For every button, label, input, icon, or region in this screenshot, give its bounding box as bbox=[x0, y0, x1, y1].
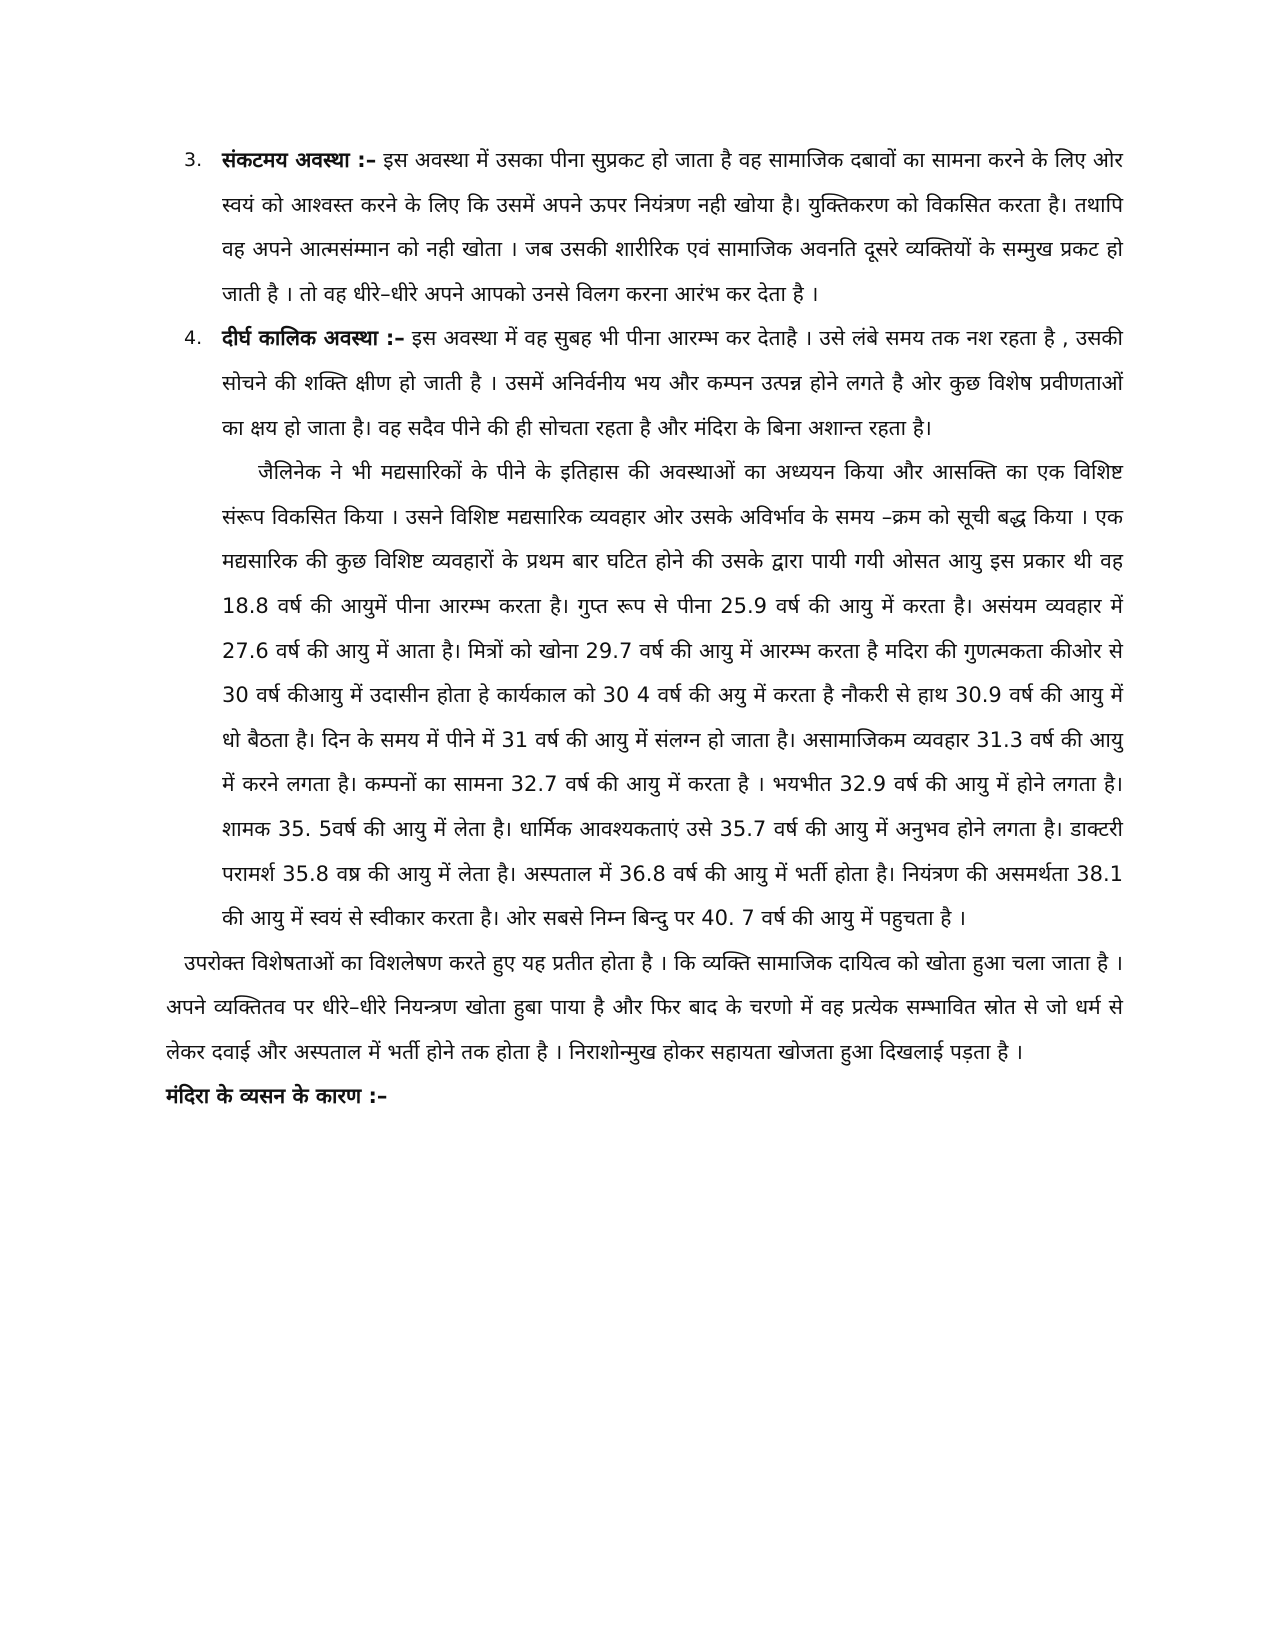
list-item-text: इस अवस्था में वह सुबह भी पीना आरम्भ कर देताहै । उसे लंबे समय तक नश रहता है , उसकी सोचने की शक्ति क्षीण हो जाती है । उसमें अनिर्वनीय भय और कम्पन उत्पन्न होने लगते है ओर कुछ विशेष प्रवीणताओं का क्षय हो जाता है। वह सदैव पीने की ही सोचता रहता है और मंदिरा के बिना अशान्त रहता है। bbox=[222, 326, 1123, 440]
list-item-title: संकटमय अवस्था :– bbox=[222, 148, 377, 172]
body-paragraph: जैलिनेक ने भी मद्यसारिकों के पीने के इतिहास की अवस्थाओं का अध्ययन किया और आसक्ति का एक विशिष्ट संरूप विकसित किया । उसने विशिष्ट मद्यसारिक व्यवहार ओर उसके अविर्भाव के समय –क्रम को सूची बद्ध किया । एक मद्यसारिक की कुछ विशिष्ट व्यवहारों के प्रथम बार घटित होने की उसके द्वारा पायी गयी ओसत आयु इस प्रकार थी वह 18.8 वर्ष की आयुमें पीना आरम्भ करता है। गुप्त रूप से पीना 25.9 वर्ष की आयु में करता है। असंयम व्यवहार में 27.6 वर्ष की आयु में आता है। मित्रों को खोना 29.7 वर्ष की आयु में आरम्भ करता है मदिरा की गुणत्मकता कीओर से 30 वर्ष कीआयु में उदासीन होता हे कार्यकाल को 30 4 वर्ष की अयु में करता है नौकरी से हाथ 30.9 वर्ष की आयु में धो बैठता है। दिन के समय में पीने में 31 वर्ष की आयु में संलग्न हो जाता है। असामाजिकम व्यवहार 31.3 वर्ष की आयु में करने लगता है। कम्पनों का सामना 32.7 वर्ष की आयु में करता है । भयभीत 32.9 वर्ष की आयु में होने लगता है। शामक 35. 5वर्ष की आयु में लेता है। धार्मिक आवश्यकताएं उसे 35.7 वर्ष की आयु में अनुभव होने लगता है। डाक्टरी परामर्श 35.8 वष्र की आयु में लेता है। अस्पताल में 36.8 वर्ष की आयु में भर्ती होता है। नियंत्रण की असमर्थता 38.1 की आयु में स्वयं से स्वीकार करता है। ओर सबसे निम्न बिन्दु पर 40. 7 वर्ष की आयु में पहुचता है । bbox=[222, 460, 1123, 931]
list-item-3 bbox=[166, 138, 1123, 316]
list-number: 4. bbox=[184, 327, 203, 350]
list-item-4 bbox=[166, 316, 1123, 450]
list-item-title: दीर्घ कालिक अवस्था :– bbox=[222, 326, 405, 351]
section-heading: मंदिरा के व्यसन के कारण :– bbox=[166, 1084, 388, 1109]
list-number: 3. bbox=[184, 149, 203, 171]
list-item-text: इस अवस्था में उसका पीना सुप्रकट हो जाता है वह सामाजिक दबावों का सामना करने के लिए ओर स्वयं को आश्वस्त करने के लिए कि उसमें अपने ऊपर नियंत्रण नही खोया है। युक्तिकरण को विकसित करता है। तथापि वह अपने आत्मसंम्मान को नही खोता । जब उसकी शारीरिक एवं सामाजिक अवनति दूसरे व्यक्तियों के सम्मुख प्रकट हो जाती है । तो वह धीरे–धीरे अपने आपको उनसे विलग करना आरंभ कर देता है । bbox=[222, 148, 1123, 306]
page-content bbox=[166, 138, 1123, 1119]
summary-paragraph: उपरोक्त विशेषताओं का विशलेषण करते हुए यह प्रतीत होता है । कि व्यक्ति सामाजिक दायित्व को खोता हुआ चला जाता है । अपने व्यक्तितव पर धीरे–धीरे नियन्त्रण खोता हुबा पाया है और फिर बाद के चरणो में वह प्रत्येक सम्भावित स्रोत से जो धर्म से लेकर दवाई और अस्पताल में भर्ती होने तक होता है । निराशोन्मुख होकर सहायता खोजता हुआ दिखलाई पड़ता है । bbox=[166, 950, 1123, 1064]
